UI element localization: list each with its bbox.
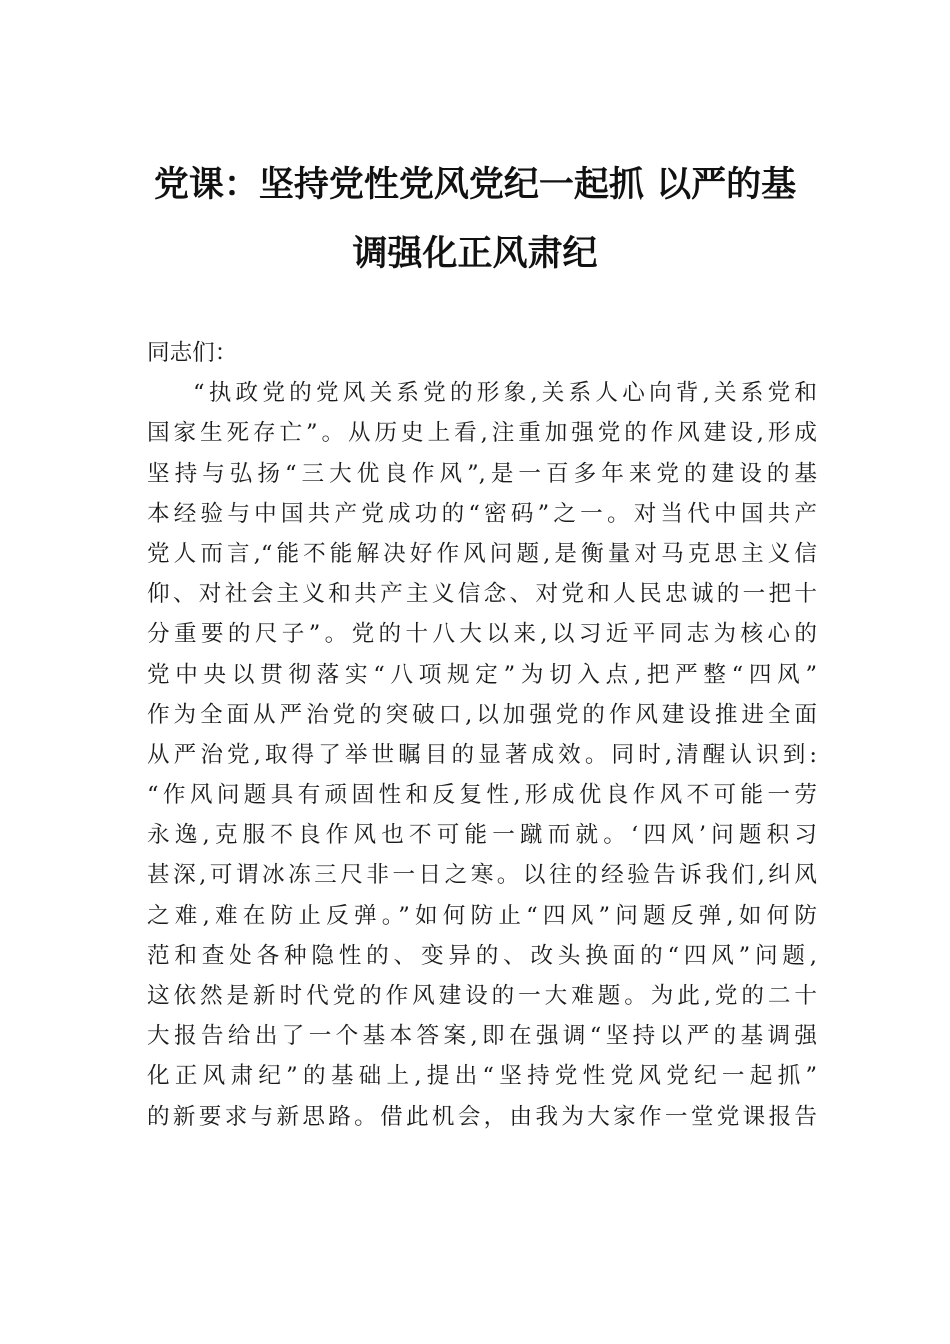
salutation: 同志们： <box>147 340 238 366</box>
body-line: 坚持与弘扬“三大优良作风”,是一百多年来党的建设的基 <box>147 460 817 487</box>
body-line: 党中央以贯彻落实“八项规定”为切入点,把严整“四风” <box>147 661 817 688</box>
body-line: “作风问题具有顽固性和反复性,形成优良作风不可能一劳 <box>147 782 817 809</box>
body-line: 甚深,可谓冰冻三尺非一日之寒。以往的经验告诉我们,纠风 <box>147 862 817 889</box>
body-line: 从严治党,取得了举世瞩目的显著成效。同时,清醒认识到: <box>147 741 817 768</box>
document-body <box>147 333 817 1137</box>
body-line: 党人而言,“能不能解决好作风问题,是衡量对马克思主义信 <box>147 540 817 567</box>
body-line: 本经验与中国共产党成功的“密码”之一。对当代中国共产 <box>147 500 817 527</box>
body-line: “执政党的党风关系党的形象,关系人心向背,关系党和 <box>193 380 817 407</box>
body-line: 这依然是新时代党的作风建设的一大难题。为此,党的二十 <box>147 983 817 1009</box>
body-line: 永逸,克服不良作风也不可能一蹴而就。‘四风’问题积习 <box>147 822 817 849</box>
document-title-line-2: 调强化正风肃纪 <box>352 233 598 274</box>
body-line: 国家生死存亡”。从历史上看,注重加强党的作风建设,形成 <box>147 420 817 447</box>
body-line: 之难,难在防止反弹。”如何防止“四风”问题反弹,如何防 <box>147 902 817 929</box>
document-title-line-1: 党课：坚持党性党风党纪一起抓 以严的基 <box>153 164 797 205</box>
body-line: 化正风肃纪”的基础上,提出“坚持党性党风党纪一起抓” <box>147 1063 817 1090</box>
body-line: 仰、对社会主义和共产主义信念、对党和人民忠诚的一把十 <box>147 581 817 608</box>
body-line: 分重要的尺子”。党的十八大以来,以习近平同志为核心的 <box>147 621 817 648</box>
body-line: 大报告给出了一个基本答案,即在强调“坚持以严的基调强 <box>147 1023 817 1050</box>
body-line: 范和查处各种隐性的、变异的、改头换面的“四风”问题, <box>147 942 817 969</box>
body-line: 的新要求与新思路。借此机会，由我为大家作一堂党课报告 <box>147 1103 817 1130</box>
body-line: 作为全面从严治党的突破口,以加强党的作风建设推进全面 <box>147 701 817 728</box>
